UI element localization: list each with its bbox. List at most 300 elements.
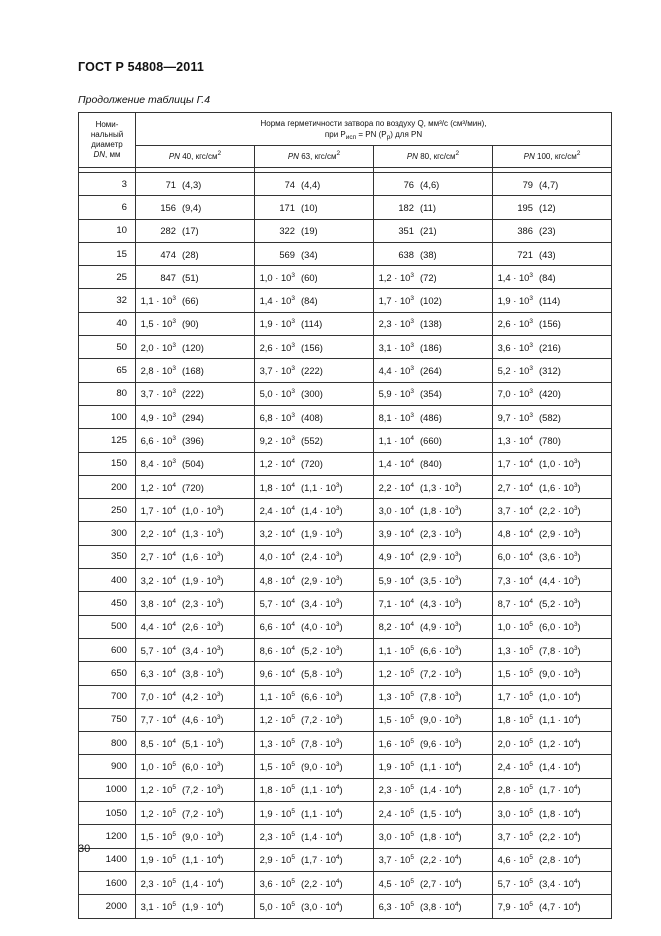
cm3-per-min-value: $(3,4 \cdot 10^4)$ bbox=[539, 877, 581, 889]
table-row bbox=[79, 802, 612, 825]
leak-rate-cell bbox=[493, 382, 612, 405]
cm3-per-min-value: $(2,3 \cdot 10^3)$ bbox=[420, 528, 462, 540]
leak-rate-cell bbox=[255, 638, 374, 661]
table-row bbox=[79, 289, 612, 312]
leak-rate-cell bbox=[374, 895, 493, 918]
mm3-per-s-value: $1,4 \cdot 10^3$ bbox=[259, 295, 295, 307]
cm3-per-min-value: (90) bbox=[182, 318, 199, 330]
cm3-per-min-value: $(4,4 \cdot 10^3)$ bbox=[539, 574, 581, 586]
cm3-per-min-value: $(2,9 \cdot 10^3)$ bbox=[420, 551, 462, 563]
dn-header-line-2: нальный bbox=[90, 130, 124, 139]
leak-rate-cell bbox=[493, 452, 612, 475]
cm3-per-min-value: $(1,3 \cdot 10^3)$ bbox=[182, 528, 224, 540]
leak-rate-cell bbox=[493, 848, 612, 871]
mm3-per-s-value: $5,7 \cdot 10^4$ bbox=[259, 597, 295, 609]
leak-rate-cell bbox=[374, 732, 493, 755]
mm3-per-s-value: $1,9 \cdot 10^5$ bbox=[140, 854, 176, 866]
leak-rate-cell bbox=[136, 499, 255, 522]
cm3-per-min-value: $(1,6 \cdot 10^3)$ bbox=[182, 551, 224, 563]
table-row bbox=[79, 615, 612, 638]
leak-rate-cell bbox=[374, 708, 493, 731]
table-row bbox=[79, 732, 612, 755]
leak-rate-cell bbox=[493, 196, 612, 219]
leak-rate-cell bbox=[136, 219, 255, 242]
mm3-per-s-value: $1,5 \cdot 10^5$ bbox=[497, 667, 533, 679]
mm3-per-s-value: $6,6 \cdot 10^3$ bbox=[140, 434, 176, 446]
mm3-per-s-value: $1,9 \cdot 10^3$ bbox=[497, 295, 533, 307]
mm3-per-s-value: 195 bbox=[517, 201, 533, 213]
cm3-per-min-value: $(3,4 \cdot 10^3)$ bbox=[301, 597, 343, 609]
cm3-per-min-value: (312) bbox=[539, 365, 561, 377]
cm3-per-min-value: (486) bbox=[420, 411, 442, 423]
mm3-per-s-value: $7,0 \cdot 10^4$ bbox=[140, 691, 176, 703]
cm3-per-min-value: $(4,2 \cdot 10^3)$ bbox=[182, 691, 224, 703]
dn-cell: 700 bbox=[79, 685, 136, 708]
mm3-per-s-value: 79 bbox=[522, 178, 533, 190]
cm3-per-min-value: (114) bbox=[301, 318, 323, 330]
mm3-per-s-value: $3,7 \cdot 10^3$ bbox=[140, 388, 176, 400]
mm3-per-s-value: $9,2 \cdot 10^3$ bbox=[259, 434, 295, 446]
mm3-per-s-value: $1,4 \cdot 10^4$ bbox=[378, 458, 414, 470]
leak-rate-cell bbox=[374, 522, 493, 545]
leak-rate-cell bbox=[374, 452, 493, 475]
leak-rate-cell bbox=[136, 732, 255, 755]
leak-rate-cell bbox=[255, 173, 374, 196]
cm3-per-min-value: (4,3) bbox=[182, 178, 202, 190]
leak-rate-cell bbox=[493, 732, 612, 755]
mm3-per-s-value: $7,0 \cdot 10^3$ bbox=[497, 388, 533, 400]
leak-rate-cell bbox=[136, 405, 255, 428]
leak-rate-cell bbox=[136, 755, 255, 778]
mm3-per-s-value: $1,4 \cdot 10^3$ bbox=[497, 271, 533, 283]
table-row bbox=[79, 429, 612, 452]
cm3-per-min-value: $(6,6 \cdot 10^3)$ bbox=[301, 691, 343, 703]
mm3-per-s-value: $1,2 \cdot 10^5$ bbox=[140, 807, 176, 819]
leak-rate-cell bbox=[493, 802, 612, 825]
cm3-per-min-value: $(2,8 \cdot 10^4)$ bbox=[539, 854, 581, 866]
mm3-per-s-value: 76 bbox=[403, 178, 414, 190]
leak-rate-cell bbox=[493, 242, 612, 265]
leak-rate-cell bbox=[493, 545, 612, 568]
cm3-per-min-value: $(9,0 \cdot 10^3)$ bbox=[420, 714, 462, 726]
mm3-per-s-value: 182 bbox=[398, 201, 414, 213]
mm3-per-s-value: $8,2 \cdot 10^4$ bbox=[378, 621, 414, 633]
mm3-per-s-value: $1,1 \cdot 10^5$ bbox=[378, 644, 414, 656]
leak-rate-cell bbox=[493, 359, 612, 382]
cm3-per-min-value: $(2,7 \cdot 10^4)$ bbox=[420, 877, 462, 889]
leak-rate-cell bbox=[136, 452, 255, 475]
leak-rate-cell bbox=[136, 848, 255, 871]
mm3-per-s-value: $8,1 \cdot 10^3$ bbox=[378, 411, 414, 423]
table-continuation-caption: Продолжение таблицы Г.4 bbox=[78, 94, 211, 106]
cm3-per-min-value: (43) bbox=[539, 248, 556, 260]
cm3-per-min-value: (660) bbox=[420, 434, 442, 446]
table-row bbox=[79, 569, 612, 592]
leak-rate-cell bbox=[493, 871, 612, 894]
mm3-per-s-value: 171 bbox=[279, 201, 295, 213]
cm3-per-min-value: $(1,8 \cdot 10^3)$ bbox=[420, 504, 462, 516]
mm3-per-s-value: $5,7 \cdot 10^5$ bbox=[497, 877, 533, 889]
cm3-per-min-value: $(1,8 \cdot 10^4)$ bbox=[539, 807, 581, 819]
leak-rate-cell bbox=[493, 289, 612, 312]
leak-rate-cell bbox=[255, 359, 374, 382]
leak-rate-cell bbox=[493, 429, 612, 452]
cm3-per-min-value: $(7,2 \cdot 10^3)$ bbox=[182, 807, 224, 819]
cm3-per-min-value: $(1,9 \cdot 10^3)$ bbox=[182, 574, 224, 586]
cm3-per-min-value: $(3,8 \cdot 10^4)$ bbox=[420, 900, 462, 912]
leak-rate-cell bbox=[136, 475, 255, 498]
mm3-per-s-value: $1,2 \cdot 10^5$ bbox=[140, 784, 176, 796]
leak-rate-cell bbox=[136, 545, 255, 568]
dn-cell: 65 bbox=[79, 359, 136, 382]
mm3-per-s-value: $5,7 \cdot 10^4$ bbox=[140, 644, 176, 656]
mm3-per-s-value: $4,9 \cdot 10^4$ bbox=[378, 551, 414, 563]
cm3-per-min-value: $(2,2 \cdot 10^4)$ bbox=[420, 854, 462, 866]
mm3-per-s-value: $3,1 \cdot 10^3$ bbox=[378, 341, 414, 353]
mm3-per-s-value: $1,3 \cdot 10^5$ bbox=[497, 644, 533, 656]
leak-rate-cell bbox=[374, 382, 493, 405]
leak-rate-table bbox=[78, 112, 612, 919]
pn-column-header: PN 100, кгс/$см^2$ bbox=[493, 146, 612, 168]
cm3-per-min-value: $(7,2 \cdot 10^3)$ bbox=[420, 667, 462, 679]
mm3-per-s-value: $1,9 \cdot 10^5$ bbox=[378, 761, 414, 773]
dn-cell: 125 bbox=[79, 429, 136, 452]
mm3-per-s-value: $1,3 \cdot 10^5$ bbox=[259, 737, 295, 749]
table-row bbox=[79, 219, 612, 242]
cm3-per-min-value: $(1,2 \cdot 10^4)$ bbox=[539, 737, 581, 749]
leak-rate-cell bbox=[374, 638, 493, 661]
mm3-per-s-value: $2,3 \cdot 10^5$ bbox=[378, 784, 414, 796]
cm3-per-min-value: $(4,6 \cdot 10^3)$ bbox=[182, 714, 224, 726]
mm3-per-s-value: $8,7 \cdot 10^4$ bbox=[497, 597, 533, 609]
mm3-per-s-value: $3,8 \cdot 10^4$ bbox=[140, 597, 176, 609]
mm3-per-s-value: $3,6 \cdot 10^3$ bbox=[497, 341, 533, 353]
leak-rate-cell bbox=[255, 848, 374, 871]
leak-rate-cell bbox=[493, 173, 612, 196]
cm3-per-min-value: $(5,2 \cdot 10^3)$ bbox=[539, 597, 581, 609]
cm3-per-min-value: (19) bbox=[301, 225, 318, 237]
leak-rate-cell bbox=[374, 755, 493, 778]
cm3-per-min-value: (780) bbox=[539, 434, 561, 446]
leak-rate-cell bbox=[493, 569, 612, 592]
table-row bbox=[79, 452, 612, 475]
dn-cell: 25 bbox=[79, 266, 136, 289]
mm3-per-s-value: 156 bbox=[160, 201, 176, 213]
leak-rate-cell bbox=[255, 266, 374, 289]
leak-rate-cell bbox=[493, 266, 612, 289]
cm3-per-min-value: (4,6) bbox=[420, 178, 440, 190]
cm3-per-min-value: (10) bbox=[301, 201, 318, 213]
cm3-per-min-value: (4,4) bbox=[301, 178, 321, 190]
table-row bbox=[79, 522, 612, 545]
leak-rate-cell bbox=[255, 778, 374, 801]
dn-cell: 50 bbox=[79, 336, 136, 359]
cm3-per-min-value: $(1,1 \cdot 10^4)$ bbox=[539, 714, 581, 726]
mm3-per-s-value: $4,5 \cdot 10^5$ bbox=[378, 877, 414, 889]
leak-rate-cell bbox=[493, 708, 612, 731]
cm3-per-min-value: (138) bbox=[420, 318, 442, 330]
cm3-per-min-value: (300) bbox=[301, 388, 323, 400]
mm3-per-s-value: $2,6 \cdot 10^3$ bbox=[497, 318, 533, 330]
cm3-per-min-value: (720) bbox=[301, 458, 323, 470]
leak-rate-cell bbox=[374, 545, 493, 568]
cm3-per-min-value: $(1,1 \cdot 10^4)$ bbox=[182, 854, 224, 866]
leak-rate-cell bbox=[255, 755, 374, 778]
leak-rate-cell bbox=[255, 289, 374, 312]
cm3-per-min-value: (264) bbox=[420, 365, 442, 377]
mm3-per-s-value: $2,0 \cdot 10^5$ bbox=[497, 737, 533, 749]
cm3-per-min-value: (114) bbox=[539, 295, 561, 307]
cm3-per-min-value: $(1,1 \cdot 10^4)$ bbox=[301, 807, 343, 819]
main-header-line-2: при $P_{исп}$ = PN $(P_р)$ для PN bbox=[324, 130, 423, 141]
leak-rate-cell bbox=[136, 312, 255, 335]
dn-cell: 400 bbox=[79, 569, 136, 592]
cm3-per-min-value: $(1,4 \cdot 10^4)$ bbox=[539, 761, 581, 773]
leak-rate-cell bbox=[255, 429, 374, 452]
mm3-per-s-value: $1,1 \cdot 10^5$ bbox=[259, 691, 295, 703]
mm3-per-s-value: $2,3 \cdot 10^3$ bbox=[378, 318, 414, 330]
dn-cell: 1000 bbox=[79, 778, 136, 801]
mm3-per-s-value: $5,9 \cdot 10^4$ bbox=[378, 574, 414, 586]
cm3-per-min-value: $(7,2 \cdot 10^3)$ bbox=[182, 784, 224, 796]
dn-cell: 800 bbox=[79, 732, 136, 755]
table-row bbox=[79, 708, 612, 731]
leak-rate-cell bbox=[255, 452, 374, 475]
cm3-per-min-value: (60) bbox=[301, 271, 318, 283]
mm3-per-s-value: $1,5 \cdot 10^5$ bbox=[259, 761, 295, 773]
mm3-per-s-value: $7,9 \cdot 10^5$ bbox=[497, 900, 533, 912]
leak-rate-cell bbox=[136, 871, 255, 894]
cm3-per-min-value: $(9,0 \cdot 10^3)$ bbox=[539, 667, 581, 679]
cm3-per-min-value: $(1,7 \cdot 10^4)$ bbox=[301, 854, 343, 866]
leak-rate-cell bbox=[136, 336, 255, 359]
cm3-per-min-value: $(1,9 \cdot 10^3)$ bbox=[301, 528, 343, 540]
mm3-per-s-value: $2,9 \cdot 10^5$ bbox=[259, 854, 295, 866]
cm3-per-min-value: $(6,6 \cdot 10^3)$ bbox=[420, 644, 462, 656]
cm3-per-min-value: $(1,3 \cdot 10^3)$ bbox=[420, 481, 462, 493]
leak-rate-cell bbox=[374, 429, 493, 452]
pn-column-header: PN 80, кгс/$см^2$ bbox=[374, 146, 493, 168]
mm3-per-s-value: $2,0 \cdot 10^3$ bbox=[140, 341, 176, 353]
mm3-per-s-value: $2,2 \cdot 10^4$ bbox=[378, 481, 414, 493]
leak-rate-cell bbox=[374, 173, 493, 196]
mm3-per-s-value: $2,6 \cdot 10^3$ bbox=[259, 341, 295, 353]
cm3-per-min-value: (120) bbox=[182, 341, 204, 353]
cm3-per-min-value: $(1,4 \cdot 10^3)$ bbox=[301, 504, 343, 516]
leak-rate-cell bbox=[136, 708, 255, 731]
mm3-per-s-value: $1,2 \cdot 10^4$ bbox=[140, 481, 176, 493]
cm3-per-min-value: (102) bbox=[420, 295, 442, 307]
leak-rate-cell bbox=[136, 429, 255, 452]
leak-rate-cell bbox=[374, 848, 493, 871]
leak-rate-cell bbox=[255, 475, 374, 498]
leak-rate-cell bbox=[493, 825, 612, 848]
table-row bbox=[79, 405, 612, 428]
cm3-per-min-value: $(9,0 \cdot 10^3)$ bbox=[301, 761, 343, 773]
leak-rate-cell bbox=[374, 871, 493, 894]
cm3-per-min-value: $(7,2 \cdot 10^3)$ bbox=[301, 714, 343, 726]
cm3-per-min-value: $(2,3 \cdot 10^3)$ bbox=[182, 597, 224, 609]
cm3-per-min-value: (38) bbox=[420, 248, 437, 260]
mm3-per-s-value: $1,8 \cdot 10^5$ bbox=[259, 784, 295, 796]
leak-rate-cell bbox=[493, 475, 612, 498]
mm3-per-s-value: $8,4 \cdot 10^3$ bbox=[140, 458, 176, 470]
dn-cell: 2000 bbox=[79, 895, 136, 918]
table-row bbox=[79, 778, 612, 801]
cm3-per-min-value: $(1,1 \cdot 10^4)$ bbox=[301, 784, 343, 796]
cm3-per-min-value: $(2,2 \cdot 10^4)$ bbox=[539, 830, 581, 842]
cm3-per-min-value: (17) bbox=[182, 225, 199, 237]
leak-rate-cell bbox=[255, 615, 374, 638]
leak-rate-cell bbox=[374, 685, 493, 708]
mm3-per-s-value: $1,0 \cdot 10^5$ bbox=[497, 621, 533, 633]
cm3-per-min-value: $(4,9 \cdot 10^3)$ bbox=[420, 621, 462, 633]
mm3-per-s-value: $1,8 \cdot 10^4$ bbox=[259, 481, 295, 493]
cm3-per-min-value: (552) bbox=[301, 434, 323, 446]
cm3-per-min-value: (294) bbox=[182, 411, 204, 423]
leak-rate-cell bbox=[136, 825, 255, 848]
mm3-per-s-value: $6,3 \cdot 10^5$ bbox=[378, 900, 414, 912]
leak-rate-cell bbox=[136, 173, 255, 196]
cm3-per-min-value: $(5,1 \cdot 10^3)$ bbox=[182, 737, 224, 749]
leak-rate-cell bbox=[255, 196, 374, 219]
leak-rate-cell bbox=[374, 615, 493, 638]
mm3-per-s-value: $2,3 \cdot 10^5$ bbox=[259, 830, 295, 842]
cm3-per-min-value: $(3,4 \cdot 10^3)$ bbox=[182, 644, 224, 656]
cm3-per-min-value: $(1,9 \cdot 10^4)$ bbox=[182, 900, 224, 912]
leak-rate-main-header bbox=[136, 113, 612, 146]
dn-cell: 300 bbox=[79, 522, 136, 545]
mm3-per-s-value: $2,8 \cdot 10^5$ bbox=[497, 784, 533, 796]
leak-rate-cell bbox=[136, 289, 255, 312]
mm3-per-s-value: $8,5 \cdot 10^4$ bbox=[140, 737, 176, 749]
cm3-per-min-value: $(1,7 \cdot 10^4)$ bbox=[539, 784, 581, 796]
leak-rate-cell bbox=[255, 895, 374, 918]
leak-rate-cell bbox=[255, 569, 374, 592]
mm3-per-s-value: $3,7 \cdot 10^5$ bbox=[378, 854, 414, 866]
cm3-per-min-value: $(4,0 \cdot 10^3)$ bbox=[301, 621, 343, 633]
leak-rate-cell bbox=[493, 522, 612, 545]
pn-column-header: PN 40, кгс/$см^2$ bbox=[136, 146, 255, 168]
mm3-per-s-value: $1,7 \cdot 10^5$ bbox=[497, 691, 533, 703]
leak-rate-cell bbox=[493, 592, 612, 615]
leak-rate-cell bbox=[493, 778, 612, 801]
leak-rate-cell bbox=[374, 569, 493, 592]
cm3-per-min-value: (84) bbox=[301, 295, 318, 307]
mm3-per-s-value: 282 bbox=[160, 225, 176, 237]
dn-cell: 250 bbox=[79, 499, 136, 522]
mm3-per-s-value: $3,1 \cdot 10^5$ bbox=[140, 900, 176, 912]
leak-rate-cell bbox=[374, 312, 493, 335]
cm3-per-min-value: (84) bbox=[539, 271, 556, 283]
cm3-per-min-value: (396) bbox=[182, 434, 204, 446]
dn-cell: 3 bbox=[79, 173, 136, 196]
table-row bbox=[79, 871, 612, 894]
leak-rate-cell bbox=[255, 522, 374, 545]
cm3-per-min-value: (420) bbox=[539, 388, 561, 400]
table-row bbox=[79, 475, 612, 498]
cm3-per-min-value: (216) bbox=[539, 341, 561, 353]
mm3-per-s-value: $1,7 \cdot 10^4$ bbox=[140, 504, 176, 516]
leak-rate-cell bbox=[374, 475, 493, 498]
mm3-per-s-value: $3,0 \cdot 10^5$ bbox=[497, 807, 533, 819]
leak-rate-cell bbox=[493, 662, 612, 685]
leak-rate-cell bbox=[136, 615, 255, 638]
dn-cell: 150 bbox=[79, 452, 136, 475]
dn-symbol: DN bbox=[93, 150, 106, 159]
dn-cell: 750 bbox=[79, 708, 136, 731]
leak-rate-cell bbox=[374, 592, 493, 615]
leak-rate-cell bbox=[255, 732, 374, 755]
cm3-per-min-value: $(1,6 \cdot 10^3)$ bbox=[539, 481, 581, 493]
cm3-per-min-value: $(9,0 \cdot 10^3)$ bbox=[182, 830, 224, 842]
leak-rate-cell bbox=[136, 382, 255, 405]
table-row bbox=[79, 685, 612, 708]
cm3-per-min-value: (156) bbox=[539, 318, 561, 330]
mm3-per-s-value: $3,7 \cdot 10^5$ bbox=[497, 830, 533, 842]
main-header-line-1: Норма герметичности затвора по воздуху Q, мм³/с (см³/мин), bbox=[260, 119, 487, 128]
dn-cell: 32 bbox=[79, 289, 136, 312]
dn-cell: 80 bbox=[79, 382, 136, 405]
table-row bbox=[79, 359, 612, 382]
mm3-per-s-value: $2,4 \cdot 10^5$ bbox=[378, 807, 414, 819]
leak-rate-cell bbox=[374, 336, 493, 359]
leak-rate-cell bbox=[493, 755, 612, 778]
leak-rate-cell bbox=[493, 615, 612, 638]
cm3-per-min-value: $(2,2 \cdot 10^3)$ bbox=[539, 504, 581, 516]
cm3-per-min-value: (12) bbox=[539, 201, 556, 213]
cm3-per-min-value: $(2,2 \cdot 10^4)$ bbox=[301, 877, 343, 889]
page-number: 30 bbox=[78, 843, 91, 855]
mm3-per-s-value: $2,2 \cdot 10^4$ bbox=[140, 528, 176, 540]
leak-rate-cell bbox=[374, 778, 493, 801]
mm3-per-s-value: $2,4 \cdot 10^5$ bbox=[497, 761, 533, 773]
mm3-per-s-value: $8,6 \cdot 10^4$ bbox=[259, 644, 295, 656]
cm3-per-min-value: (168) bbox=[182, 365, 204, 377]
mm3-per-s-value: $5,0 \cdot 10^3$ bbox=[259, 388, 295, 400]
table-row bbox=[79, 382, 612, 405]
table-row bbox=[79, 755, 612, 778]
leak-rate-cell bbox=[255, 802, 374, 825]
cm3-per-min-value: (582) bbox=[539, 411, 561, 423]
dn-cell: 1400 bbox=[79, 848, 136, 871]
table-row bbox=[79, 196, 612, 219]
leak-rate-cell bbox=[255, 242, 374, 265]
cm3-per-min-value: $(1,0 \cdot 10^4)$ bbox=[539, 691, 581, 703]
leak-rate-cell bbox=[255, 545, 374, 568]
leak-rate-cell bbox=[136, 662, 255, 685]
dn-header-line-1: Номи- bbox=[95, 120, 119, 129]
cm3-per-min-value: (156) bbox=[301, 341, 323, 353]
cm3-per-min-value: $(1,0 \cdot 10^3)$ bbox=[182, 504, 224, 516]
cm3-per-min-value: (28) bbox=[182, 248, 199, 260]
mm3-per-s-value: $5,0 \cdot 10^5$ bbox=[259, 900, 295, 912]
leak-rate-cell bbox=[136, 895, 255, 918]
mm3-per-s-value: $7,3 \cdot 10^4$ bbox=[497, 574, 533, 586]
mm3-per-s-value: $1,7 \cdot 10^3$ bbox=[378, 295, 414, 307]
mm3-per-s-value: $1,9 \cdot 10^3$ bbox=[259, 318, 295, 330]
table-row bbox=[79, 173, 612, 196]
mm3-per-s-value: $2,7 \cdot 10^4$ bbox=[497, 481, 533, 493]
leak-rate-cell bbox=[374, 825, 493, 848]
cm3-per-min-value: (23) bbox=[539, 225, 556, 237]
mm3-per-s-value: $1,2 \cdot 10^3$ bbox=[378, 271, 414, 283]
mm3-per-s-value: $5,2 \cdot 10^3$ bbox=[497, 365, 533, 377]
leak-rate-cell bbox=[374, 662, 493, 685]
cm3-per-min-value: $(1,5 \cdot 10^4)$ bbox=[420, 807, 462, 819]
mm3-per-s-value: $3,2 \cdot 10^4$ bbox=[140, 574, 176, 586]
cm3-per-min-value: $(1,8 \cdot 10^4)$ bbox=[420, 830, 462, 842]
